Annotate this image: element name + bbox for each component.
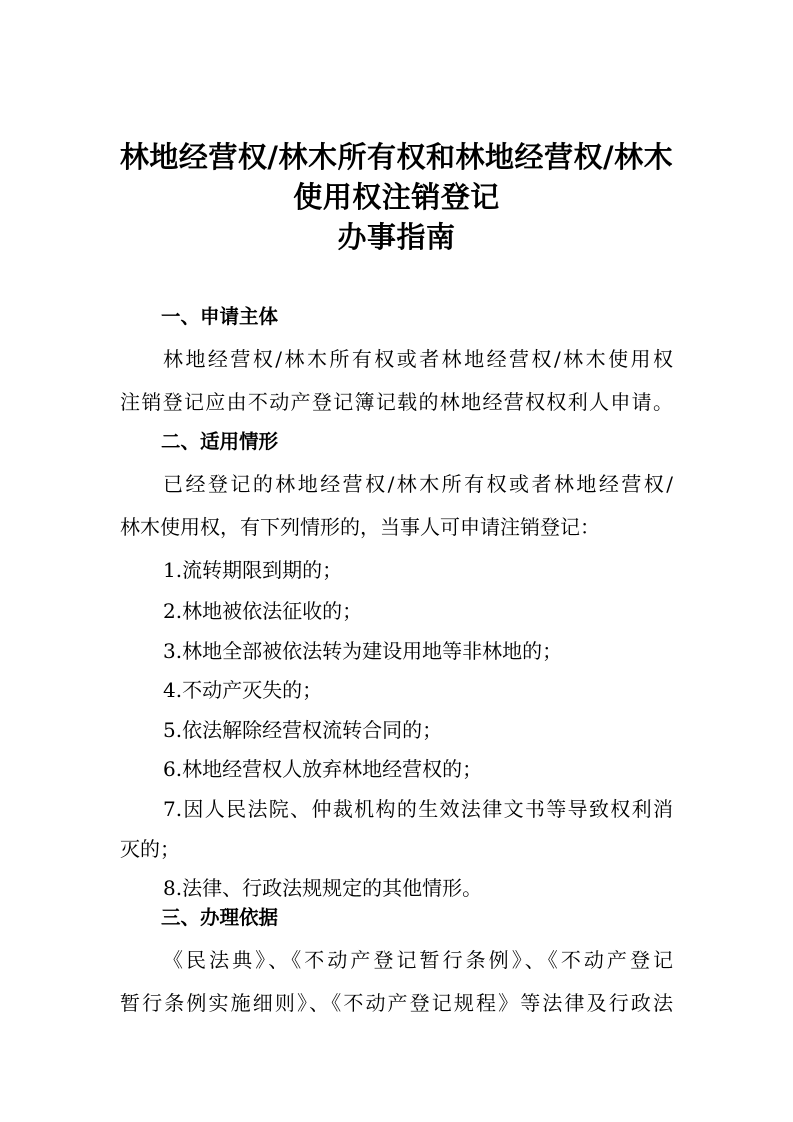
situations-intro-line-1: 已经登记的林地经营权/林木所有权或者林地经营权/	[163, 472, 673, 496]
situations-intro-line-2: 林木使用权，有下列情形的，当事人可申请注销登记：	[120, 515, 600, 539]
section-heading-applicant: 一、申请主体	[161, 305, 279, 328]
section-heading-basis: 三、办理依据	[161, 906, 279, 929]
document-title-line-1: 林地经营权/林木所有权和林地经营权/林木	[119, 140, 674, 174]
document-title-line-2: 使用权注销登记	[293, 180, 500, 214]
situation-item: 5.依法解除经营权流转合同的；	[163, 718, 443, 742]
document-title-line-3: 办事指南	[337, 220, 456, 254]
section-heading-situations: 二、适用情形	[161, 430, 279, 453]
situation-item: 4.不动产灭失的；	[163, 678, 323, 702]
basis-paragraph-line-1: 《民法典》、《不动产登记暂行条例》、《不动产登记	[163, 948, 673, 972]
situation-item: 7.因人民法院、仲裁机构的生效法律文书等导致权利消	[163, 797, 673, 821]
situation-item: 8.法律、行政法规规定的其他情形。	[163, 876, 483, 900]
situation-item: 3.林地全部被依法转为建设用地等非林地的；	[163, 639, 563, 663]
situation-item-continuation: 灭的；	[120, 837, 180, 861]
situation-item: 6.林地经营权人放弃林地经营权的；	[163, 757, 483, 781]
basis-paragraph-line-2: 暂行条例实施细则》、《不动产登记规程》等法律及行政法	[120, 991, 673, 1015]
applicant-paragraph-line-1: 林地经营权/林木所有权或者林地经营权/林木使用权	[163, 347, 673, 371]
situation-item: 2.林地被依法征收的；	[163, 599, 363, 623]
situation-item: 1.流转期限到期的；	[163, 558, 343, 582]
applicant-paragraph-line-2: 注销登记应由不动产登记簿记载的林地经营权权利人申请。	[120, 390, 673, 414]
